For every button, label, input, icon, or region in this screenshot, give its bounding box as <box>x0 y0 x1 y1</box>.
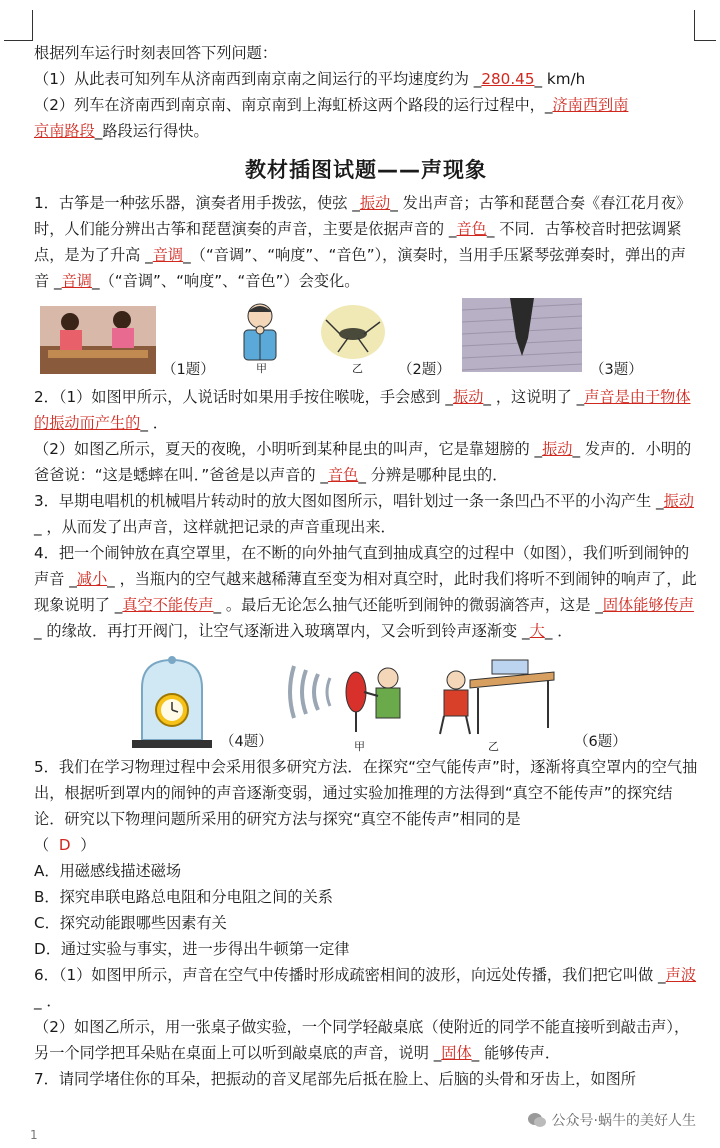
answer: 振动 <box>359 194 391 212</box>
figure-caption-4: （4题） <box>220 734 273 750</box>
answer: 京南路段 <box>34 122 95 140</box>
wechat-icon <box>528 1112 546 1128</box>
question-4: 4．把一个闹钟放在真空罩里，在不断的向外抽气直到抽成真空的过程中（如图），我们听到闹钟的声音 _减小_ ，当瓶内的空气越来越稀薄直至变为相对真空时，此时我们将听不到闹钟的响声了，此现象说明了 _真空不能传声_ 。最后无论怎么抽气还能听到闹钟的微弱滴答声，这是 _固体能够传声_ 的缘故．再打开阀门，让空气逐渐进入玻璃罩内，又会听到铃声逐渐变 _大_ ． <box>34 544 697 640</box>
option-d: D．通过实验与事实，进一步得出牛顿第一定律 <box>34 940 350 958</box>
figure-caption-1: （1题） <box>162 362 215 378</box>
answer: 振动 <box>453 388 484 406</box>
answer: 减小 <box>76 570 108 588</box>
table-knock-experiment-illustration <box>430 650 560 736</box>
answer: 声波 <box>665 966 697 984</box>
answer: 280.45 <box>481 70 535 88</box>
figure-label-yi: 乙 <box>488 740 499 753</box>
option-c: C．探究动能跟哪些因素有关 <box>34 914 227 932</box>
answer: 济南西到南 <box>552 96 629 114</box>
answer: 音调 <box>152 246 184 264</box>
question-7: 7．请同学堵住你的耳朵，把振动的音叉尾部先后抵在脸上、后脑的头骨和牙齿上，如图所 <box>34 1070 636 1088</box>
section-title: 教材插图试题——声现象 <box>245 158 487 182</box>
intro-text: 根据列车运行时刻表回答下列问题： <box>34 44 277 62</box>
record-needle-closeup-photo <box>462 298 582 372</box>
bell-jar-alarm-clock-illustration <box>130 654 214 750</box>
answer: 音色 <box>327 466 359 484</box>
figure-label-jia: 甲 <box>354 740 365 753</box>
answer: 固体能够传声 <box>602 596 694 614</box>
question-6: 6．（1）如图甲所示，声音在空气中传播时形成疏密相间的波形，向远处传播，我们把它叫做 _声波_ ． （2）如图乙所示，用一张桌子做实验，一个同学轻敲桌底（使附近的同学不能直接听到敲击声），另一个同学把耳朵贴在桌面上可以听到敲桌底的声音，说明 _固体_ 能够传声． <box>34 966 697 1062</box>
answer: 振动 <box>542 440 573 458</box>
answer: 固体 <box>441 1044 472 1062</box>
question-2: 2．（1）如图甲所示，人说话时如果用手按住喉咙，手会感到 _振动_ ，这说明了 _声音是由于物体的振动而产生的_ ． （2）如图乙所示，夏天的夜晚，小明听到某种昆虫的叫声，它是靠翅膀的 _振动_ 发声的．小明的爸爸说：“这是蟋蟀在叫．”爸爸是以声音的 _音色_ 分辨是哪种昆虫的． <box>34 388 692 484</box>
figure-row-2 <box>34 644 698 754</box>
answer: 振动 <box>663 492 694 510</box>
page-number: 1 <box>30 1128 38 1142</box>
answer: D <box>58 836 71 854</box>
answer: 大 <box>529 622 545 640</box>
answer: 声音是由于物体的振动而产生的 <box>34 388 691 432</box>
question-3: 3．早期电唱机的机械唱片转动时的放大图如图所示，唱针划过一条一条凹凸不平的小沟产生 _振动_ ，从而发了出声音，这样就把记录的声音重现出来． <box>34 492 694 536</box>
figure-caption-2: （2题） <box>398 362 451 378</box>
crop-mark-right-v <box>694 10 695 40</box>
prev-question-1: （1）从此表可知列车从济南西到南京南之间运行的平均速度约为 _280.45_ km/h <box>34 70 586 88</box>
boy-touching-throat-illustration <box>230 300 290 364</box>
option-b: B．探究串联电路总电阻和分电阻之间的关系 <box>34 888 333 906</box>
option-a: A．用磁感线描述磁场 <box>34 862 182 880</box>
watermark <box>528 1110 696 1130</box>
figure-caption-3: （3题） <box>590 362 643 378</box>
guzheng-players-illustration <box>40 306 156 374</box>
figure-label-yi: 乙 <box>352 362 363 375</box>
document-page <box>34 40 698 1092</box>
answer: 音色 <box>456 220 487 238</box>
crop-mark-left-v <box>32 10 33 40</box>
answer: 真空不能传声 <box>122 596 214 614</box>
answer: 音调 <box>61 272 92 290</box>
question-1: 1．古筝是一种弦乐器，演奏者用手拨弦，使弦 _振动_ 发出声音；古筝和琵琶合奏《春江花月夜》时，人们能分辨出古筝和琵琶演奏的声音，主要是依据声音的 _音色_ 不同．古筝校音时把弦调紧点，是为了升高 _音调_（“音调”、“响度”、“音色”），演奏时，当用手压紧琴弦弹奏时，弹出的声音 _音调_（“音调”、“响度”、“音色”）会变化。 <box>34 194 692 290</box>
watermark-text: 公众号·蜗牛的美好人生 <box>551 1113 696 1129</box>
figure-caption-6: （6题） <box>574 734 627 750</box>
crop-mark-left-h <box>4 40 33 41</box>
prev-question-2: （2）列车在济南西到南京南、南京南到上海虹桥这两个路段的运行过程中，_济南西到南 京南路段_路段运行得快。 <box>34 96 629 140</box>
question-5: 5．我们在学习物理过程中会采用很多研究方法．在探究“空气能传声”时，逐渐将真空罩内的空气抽出，根据听到罩内的闹钟的声音逐渐变弱，通过实验加推理的方法得到“真空不能传声”的探究结论．研究以下物理问题所采用的研究方法与探究“真空不能传声”相同的是 （ D ） <box>34 758 698 854</box>
cricket-illustration <box>320 304 386 360</box>
figure-row-1 <box>34 294 698 384</box>
drum-sound-wave-illustration <box>284 652 414 734</box>
figure-label-jia: 甲 <box>256 362 267 375</box>
